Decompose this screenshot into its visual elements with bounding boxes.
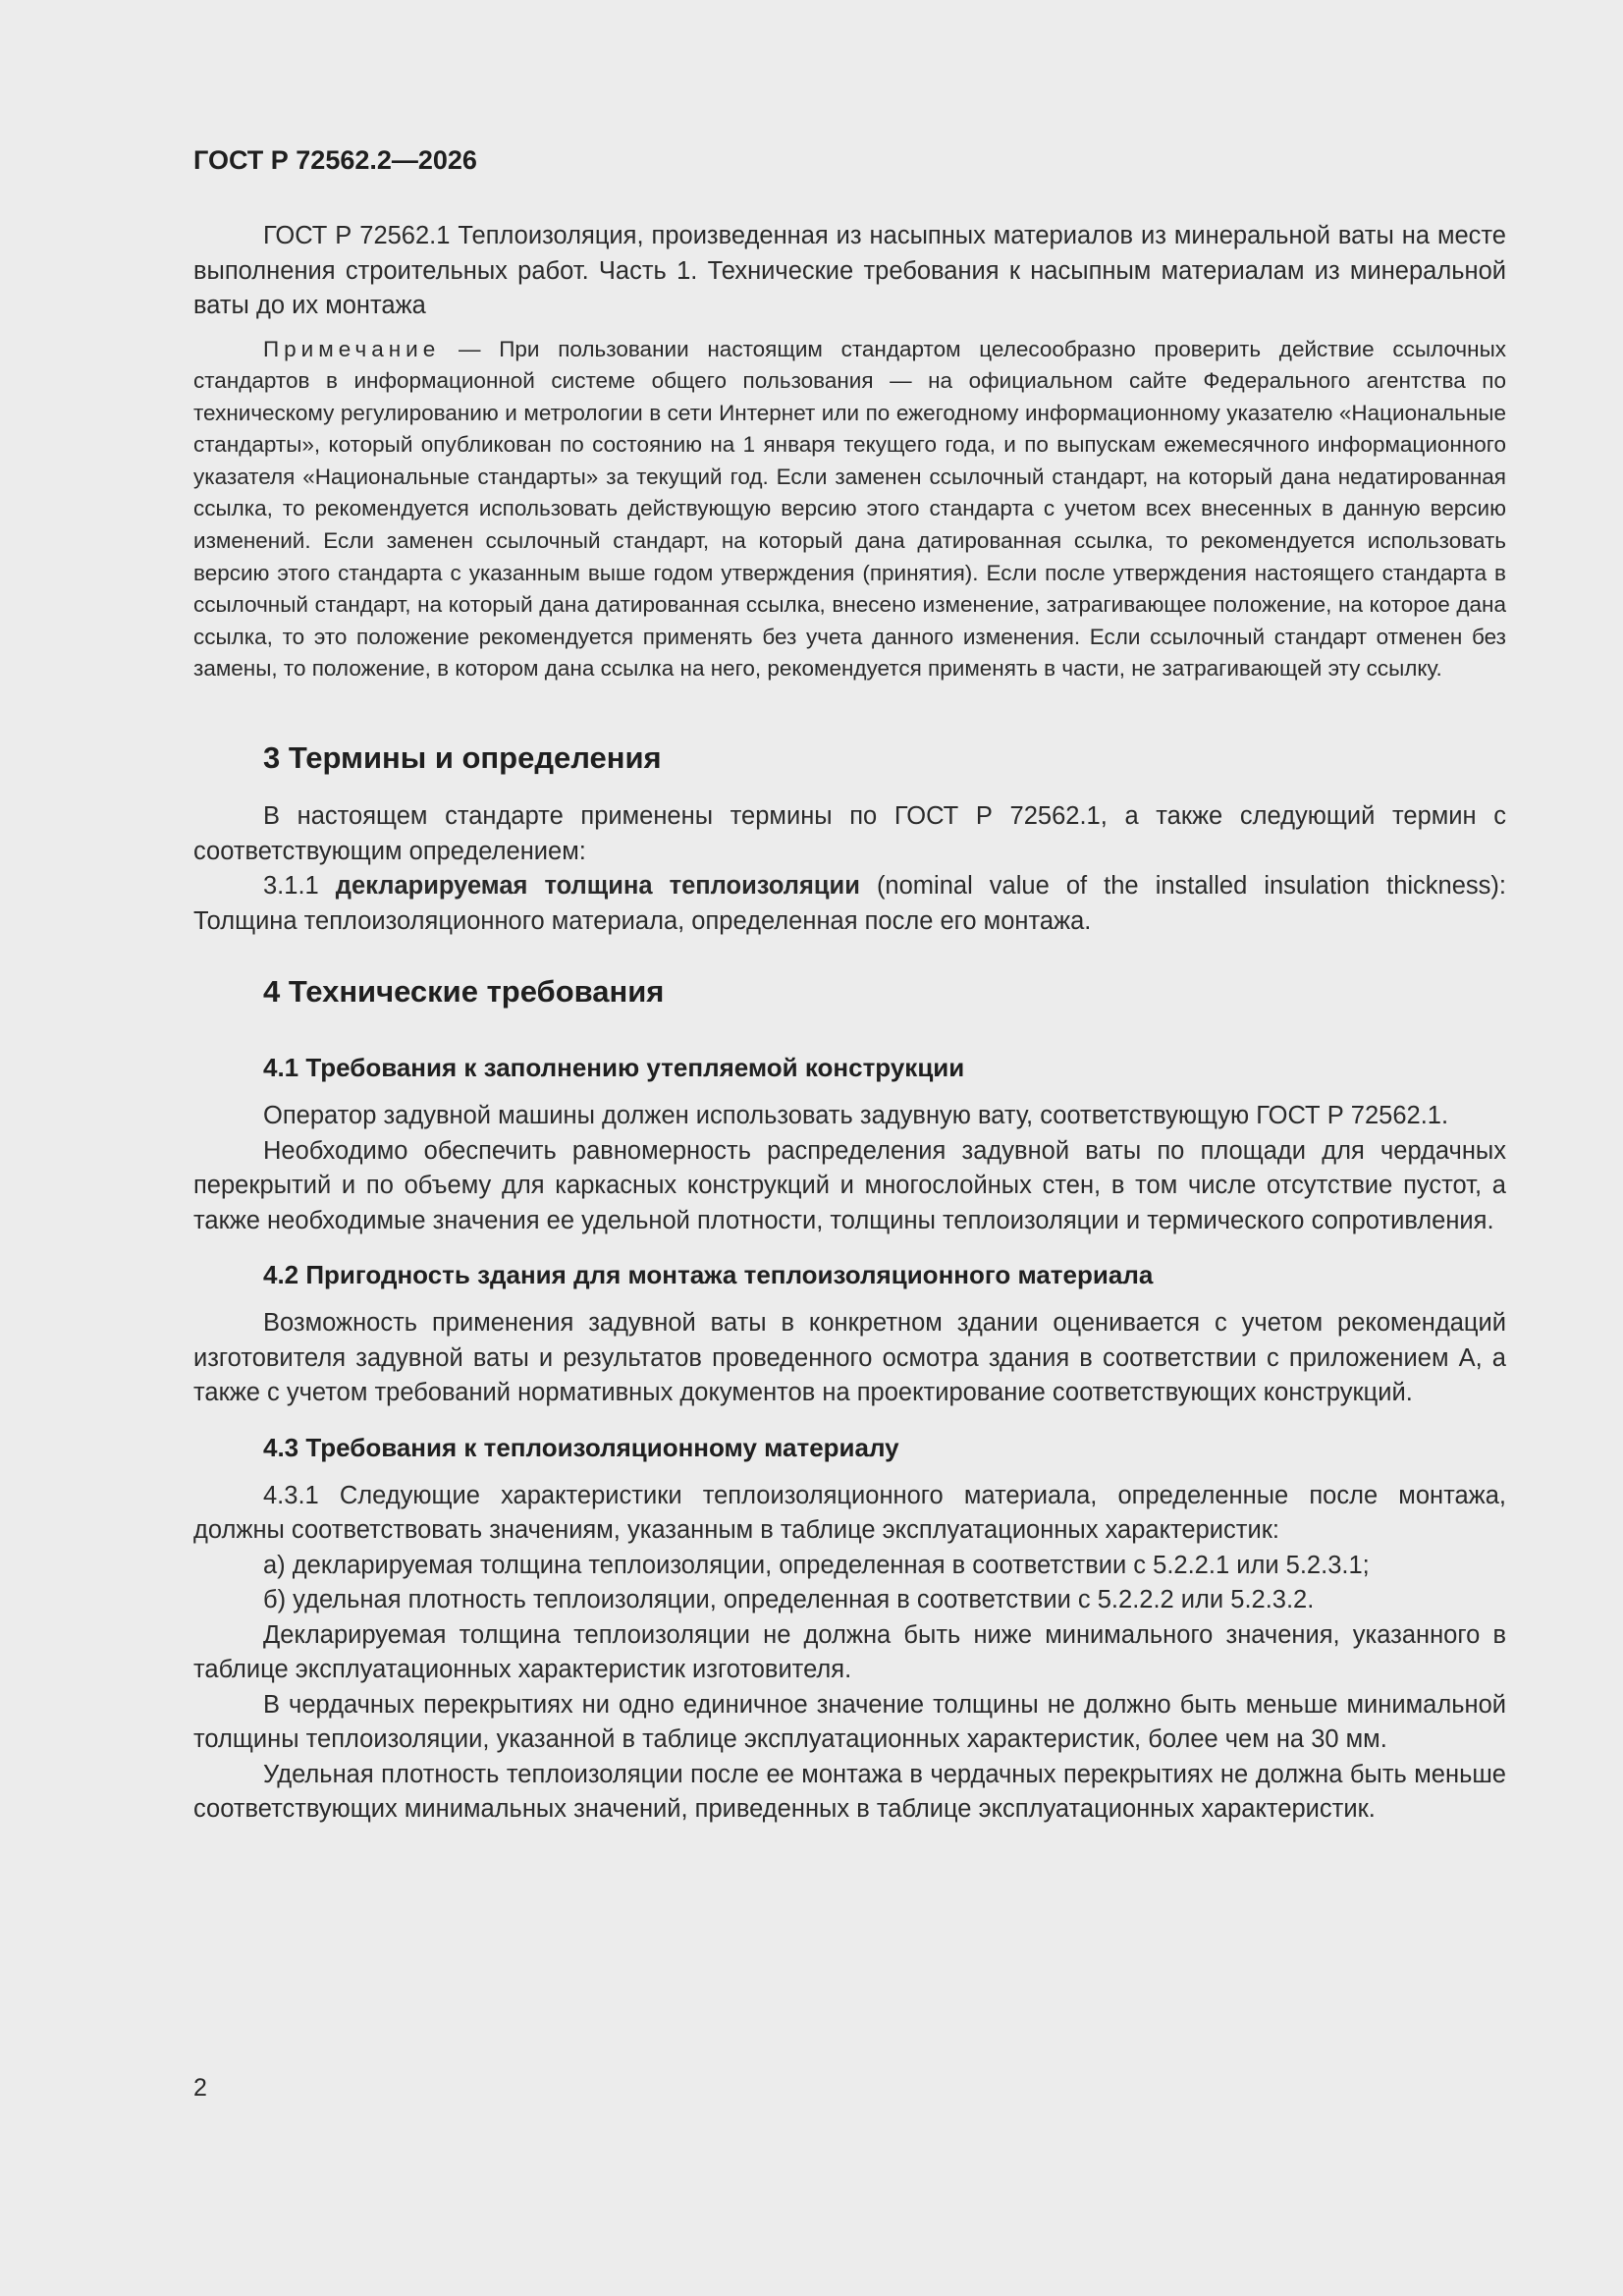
note-text: — При пользовании настоящим стандартом целесообразно проверить действие ссылочных стандартов в информационной системе общего пользования — на официальном сайте Федерального агентства по техническому регулированию и метрологии в сети Интернет или по ежегодному информационному указателю «Национальные стандарты», который опубликован по состоянию на 1 января текущего года, и по выпускам ежемесячного информационного указателя «Национальные стандарты» за текущий год. Если заменен ссылочный стандарт, на который дана недатированная ссылка, то рекомендуется использовать действующую версию этого стандарта с учетом всех внесенных в данную версию изменений. Если заменен ссылочный стандарт, на который дана датированная ссылка, то рекомендуется использовать версию этого стандарта с указанным выше годом утверждения (принятия). Если после утверждения настоящего стандарта в ссылочный стандарт, на который дана датированная ссылка, внесено изменение, затрагивающее положение, на которое дана ссылка, то это положение рекомендуется применять без учета данного изменения. Если ссылочный стандарт отменен без замены, то положение, в котором дана ссылка на него, рекомендуется применять в части, не затрагивающей эту ссылку.: [193, 336, 1506, 682]
section-3-heading: 3 Термины и определения: [263, 740, 662, 776]
section-4-heading: 4 Технические требования: [263, 974, 665, 1010]
page-number: 2: [193, 2074, 207, 2102]
paragraph-4-3-1: 4.3.1 Следующие характеристики теплоизоляционного материала, определенные после монтажа, должны соответствовать значениям, указанным в таблице эксплуатационных характеристик:: [193, 1481, 1506, 1545]
term-number: 3.1.1: [263, 872, 336, 901]
document-code-header: ГОСТ Р 72562.2—2026: [193, 145, 477, 175]
section-3-intro: В настоящем стандарте применены термины по ГОСТ Р 72562.1, а также следующий термин с соответствующим определением:: [193, 802, 1506, 865]
note-label: Примечание: [263, 336, 441, 361]
paragraph-4-3-3: В чердачных перекрытиях ни одно единичное значение толщины не должно быть меньше минимальной толщины теплоизоляции, указанной в таблице эксплуатационных характеристик, более чем на 30 мм.: [193, 1690, 1506, 1754]
term-definition-text: (nominal value of the installed insulation thickness): Толщина теплоизоляционного материала, определенная после его монтажа.: [193, 872, 1506, 935]
subsection-4-3-heading: 4.3 Требования к теплоизоляционному материалу: [263, 1432, 899, 1462]
paragraph-4-1-1: Оператор задувной машины должен использовать задувную вату, соответствующую ГОСТ Р 72562.1.: [263, 1102, 1449, 1130]
paragraph-4-2-1: Возможность применения задувной ваты в конкретном здании оценивается с учетом рекомендаций изготовителя задувной ваты и результатов проведенного осмотра здания в соответствии с приложением А, а также с учетом требований нормативных документов на проектирование соответствующих конструкций.: [193, 1309, 1506, 1407]
paragraph-4-3-2: Декларируемая толщина теплоизоляции не должна быть ниже минимального значения, указанного в таблице эксплуатационных характеристик изготовителя.: [193, 1620, 1506, 1684]
document-page: [193, 145, 1506, 1828]
list-item-b: б) удельная плотность теплоизоляции, определенная в соответствии с 5.2.2.2 или 5.2.3.2.: [263, 1586, 1315, 1614]
term-definition: [193, 869, 1506, 939]
paragraph-4-1-2: Необходимо обеспечить равномерность распределения задувной ваты по площади для чердачных перекрытий и по объему для каркасных конструкций и многослойных стен, в том числе отсутствие пустот, а также необходимые значения ее удельной плотности, толщины теплоизоляции и термического сопротивления.: [193, 1136, 1506, 1234]
paragraph-4-3-4: Удельная плотность теплоизоляции после ее монтажа в чердачных перекрытиях не должна быть меньше соответствующих минимальных значений, приведенных в таблице эксплуатационных характеристик.: [193, 1760, 1506, 1824]
term-name: декларируемая толщина теплоизоляции: [335, 872, 860, 901]
subsection-4-1-heading: 4.1 Требования к заполнению утепляемой конструкции: [263, 1053, 965, 1083]
normative-reference: ГОСТ Р 72562.1 Теплоизоляция, произведенная из насыпных материалов из минеральной ваты на месте выполнения строительных работ. Часть 1. Технические требования к насыпным материалам из минеральной ваты до их монтажа: [193, 222, 1506, 319]
subsection-4-2-heading: 4.2 Пригодность здания для монтажа теплоизоляционного материала: [263, 1260, 1154, 1290]
note-paragraph: [193, 334, 1506, 686]
list-item-a: а) декларируемая толщина теплоизоляции, определенная в соответствии с 5.2.2.1 или 5.2.3.1;: [263, 1551, 1370, 1579]
